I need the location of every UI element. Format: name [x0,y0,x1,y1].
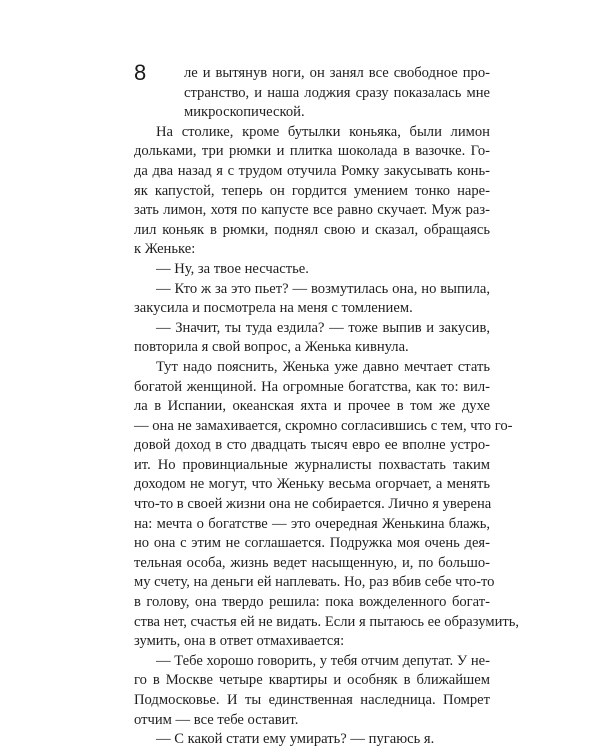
text-line: як капустой, теперь он гордится умением тонко наре- [134,182,490,199]
text-line: в голову, она твердо решила: пока вожделенного богат- [134,594,490,611]
text-line: му счету, на деньги ей наплевать. Но, раз вбив себе что-то [134,574,495,591]
text-line: тельная особа, жизнь ведет насыщенную, и, по большо- [134,554,490,571]
text-line: — Тебе хорошо говорить, у тебя отчим депутат. У не- [156,652,490,669]
text-line: богатой женщиной. На огромные богатства, как то: вил- [134,378,490,395]
text-line: — Ну, за твое несчастье. [156,260,309,277]
text-line: довой доход в сто двадцать тысяч евро ее вполне устро- [134,437,490,454]
text-line: странство, и наша лоджия сразу показалась мне [184,84,490,101]
text-line: — С какой стати ему умирать? — пугаюсь я. [156,731,435,748]
text-line: да два назад я с трудом отучила Ромку закусывать конь- [134,162,490,179]
text-line: закусила и посмотрела на меня с томлением. [134,300,413,317]
text-line: На столике, кроме бутылки коньяка, были лимон [156,123,490,140]
page-number: 8 [134,60,147,85]
text-line: дольками, три рюмки и плитка шоколада в вазочке. Го- [134,143,490,160]
text-line: — Кто ж за это пьет? — возмутилась она, но выпила, [156,280,490,297]
text-line: зать лимон, хотя по капусте все равно скучает. Муж раз- [134,202,490,219]
text-line: ле и вытянув ноги, он занял все свободное про- [184,65,490,81]
text-line: Тут надо пояснить, Женька уже давно мечтает стать [156,358,490,375]
text-line: ства нет, счастья ей не видать. Если я пытаюсь ее образумить, [134,613,520,630]
text-line: но она с этим не соглашается. Подружка моя очень дея- [134,535,490,552]
body-text [134,60,520,750]
text-line: лил коньяк в рюмки, поднял свою и сказал, обращаясь [134,221,490,238]
text-line: ит. Но провинциальные журналисты похвастать таким [134,456,490,473]
text-line: — Значит, ты туда ездила? — тоже выпив и закусив, [156,319,490,336]
text-line: на: мечта о богатстве — это очередная Женькина блажь, [134,515,490,532]
text-line: доходом не могут, что Женьку весьма огорчает, а менять [134,476,490,493]
text-line: что-то в своей жизни она не собирается. Лично я уверена [134,496,492,513]
text-line: к Женьке: [134,241,196,258]
text-line: повторила я свой вопрос, а Женька кивнула. [134,339,409,356]
text-line: Подмосковье. И ты единственная наследница. Помрет [134,692,490,708]
text-line: ла в Испании, океанская яхта и прочее в том же духе [134,398,490,415]
text-line: зумить, она в ответ отмахивается: [134,633,345,650]
text-line: отчим — все тебе оставит. [134,711,299,728]
text-line: — она не замахивается, скромно согласившись с тем, что го- [134,417,513,434]
text-line: микроскопической. [184,104,305,121]
text-line: го в Москве четыре квартиры и особняк в ближайшем [134,672,490,689]
